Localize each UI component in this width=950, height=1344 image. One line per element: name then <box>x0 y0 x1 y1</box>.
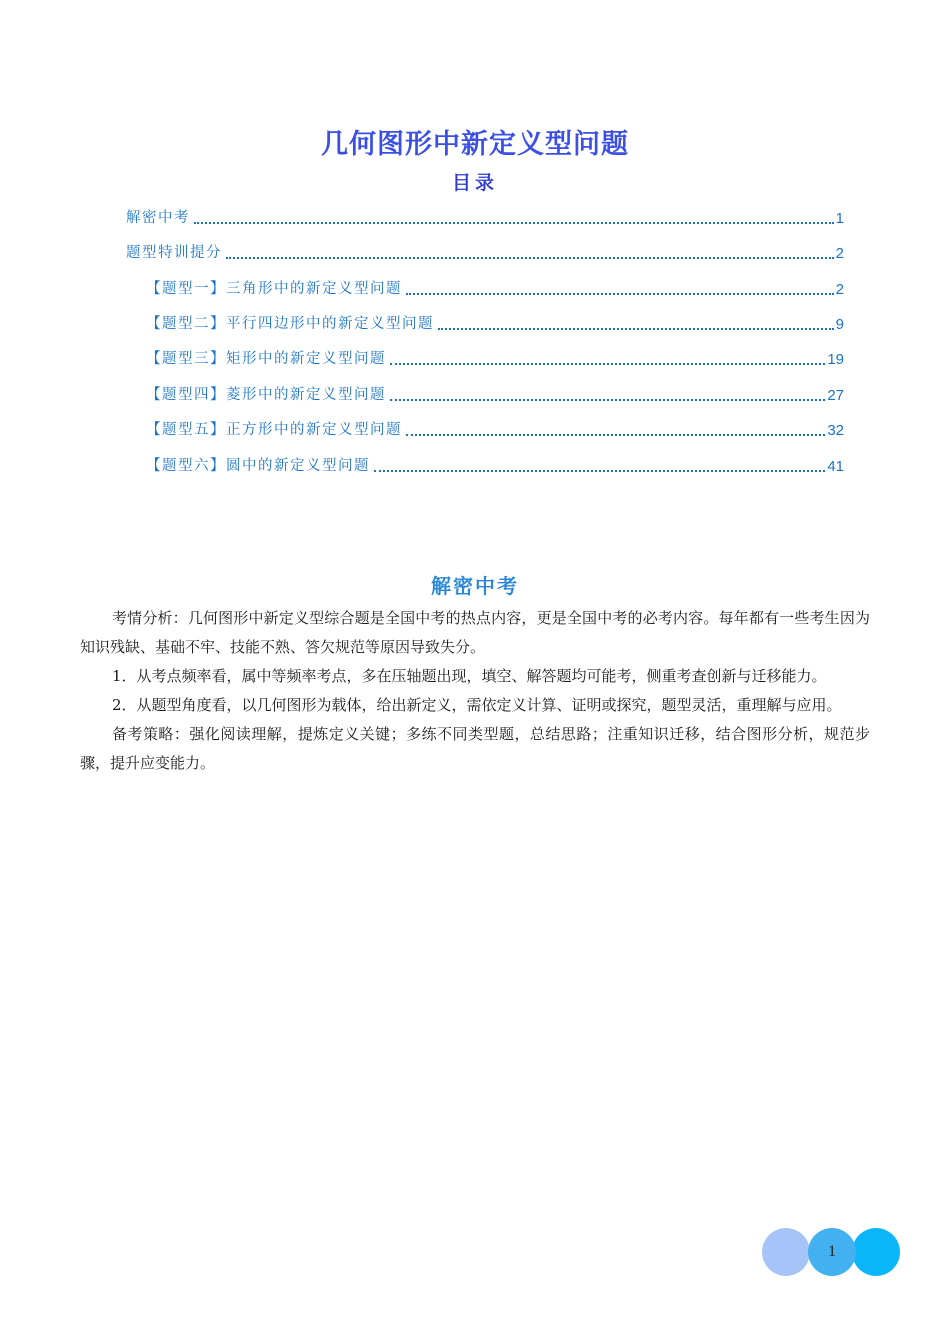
toc-entry-page: 2 <box>835 245 844 262</box>
toc-entry-page: 27 <box>827 387 844 404</box>
section-body <box>80 604 870 778</box>
toc-entry-label: 【题型三】矩形中的新定义型问题 <box>146 351 386 367</box>
toc-leader-dots <box>226 256 834 259</box>
toc-entry-6[interactable] <box>146 382 844 404</box>
toc-entry-page: 32 <box>827 422 844 439</box>
page-number: 1 <box>828 1243 836 1260</box>
toc-entry-8[interactable] <box>146 453 844 475</box>
toc-leader-dots <box>374 469 825 472</box>
document-title: 几何图形中新定义型问题 <box>321 129 629 160</box>
toc-heading: 目录 <box>451 172 498 194</box>
toc-entry-4[interactable] <box>146 311 844 333</box>
toc-entry-page: 1 <box>835 210 844 227</box>
toc-entry-5[interactable] <box>146 346 844 368</box>
toc-leader-dots <box>406 292 834 295</box>
decorative-circle-right <box>852 1228 900 1276</box>
toc-entry-page: 19 <box>827 351 844 368</box>
toc-leader-dots <box>406 433 825 436</box>
toc-entry-label: 解密中考 <box>126 210 190 226</box>
page-number-circle <box>808 1228 856 1276</box>
section-heading: 解密中考 <box>431 574 519 598</box>
point-one-paragraph: 1．从考点频率看，属中等频率考点，多在压轴题出现，填空、解答题均可能考，侧重考查创新与迁移能力。 <box>112 667 827 685</box>
toc-entry-page: 2 <box>835 281 844 298</box>
toc-entry-label: 【题型六】圆中的新定义型问题 <box>146 458 370 474</box>
toc-entry-label: 【题型一】三角形中的新定义型问题 <box>146 281 402 297</box>
toc-leader-dots <box>194 221 834 224</box>
toc-entry-3[interactable] <box>146 276 844 298</box>
point-two-paragraph: 2．从题型角度看，以几何图形为载体，给出新定义，需依定义计算、证明或探究，题型灵活，重理解与应用。 <box>112 696 842 714</box>
toc-entry-2[interactable] <box>126 240 844 262</box>
strategy-paragraph: 备考策略：强化阅读理解，提炼定义关键；多练不同类型题，总结思路；注重知识迁移，结合图形分析，规范步骤，提升应变能力。 <box>80 725 870 772</box>
toc-leader-dots <box>390 362 825 365</box>
toc-entry-label: 【题型二】平行四边形中的新定义型问题 <box>146 316 434 332</box>
toc-leader-dots <box>438 327 834 330</box>
toc-entry-1[interactable] <box>126 205 844 227</box>
toc-entry-page: 9 <box>835 316 844 333</box>
toc-entry-7[interactable] <box>146 417 844 439</box>
toc-entry-label: 【题型四】菱形中的新定义型问题 <box>146 387 386 403</box>
toc-entry-label: 【题型五】正方形中的新定义型问题 <box>146 422 402 438</box>
toc-leader-dots <box>390 398 825 401</box>
analysis-paragraph: 考情分析：几何图形中新定义型综合题是全国中考的热点内容，更是全国中考的必考内容。每年都有一些考生因为知识残缺、基础不牢、技能不熟、答欠规范等原因导致失分。 <box>80 609 870 656</box>
toc-entry-label: 题型特训提分 <box>126 245 222 261</box>
decorative-circle-left <box>762 1228 810 1276</box>
page-footer-badge <box>760 1228 900 1278</box>
toc-entry-page: 41 <box>827 458 844 475</box>
